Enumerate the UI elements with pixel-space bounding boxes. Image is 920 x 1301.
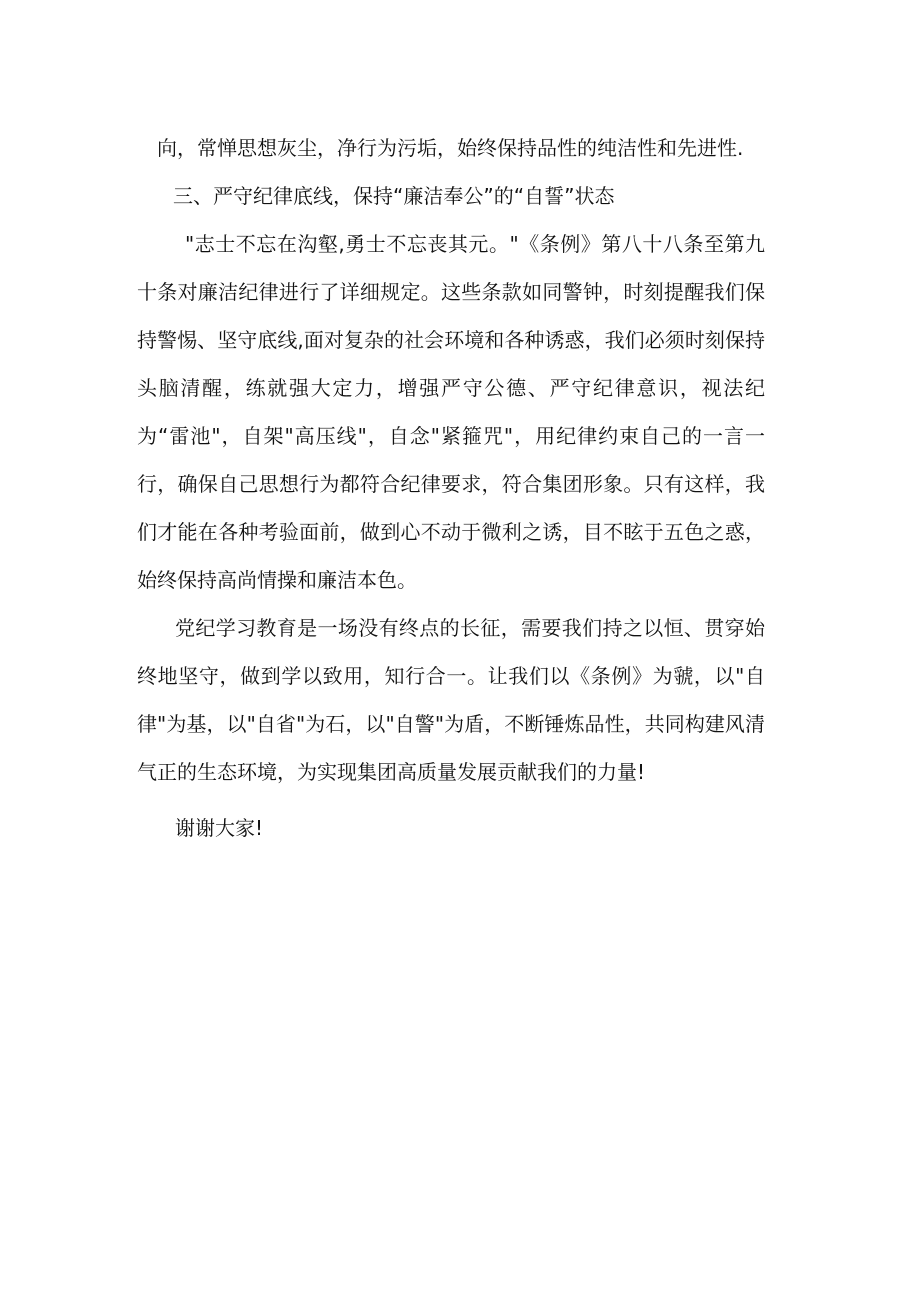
document-body <box>137 124 765 852</box>
paragraph-continuation: 向，常惮思想灰尘，净行为污垢，始终保持品性的纯洁性和先进性. <box>157 136 744 160</box>
section-heading: 三、严守纪律底线，保持“廉洁奉公”的“自誓”状态 <box>173 184 615 208</box>
paragraph-discipline: "志士不忘在沟壑,勇士不忘丧其元。"《条例》第八十八条至第九十条对廉洁纪律进行了详细规定。这些条款如同警钟，时刻提醒我们保持警惕、坚守底线,面对复杂的社会环境和各种诱惑，我们必须时刻保持头脑清醒，练就强大定力，增强严守公德、严守纪律意识，视法纪为“雷池"，自架"高压线"，自念"紧箍咒"，用纪律约束自己的一言一行，确保自己思想行为都符合纪律要求，符合集团形象。只有这样，我们才能在各种考验面前，做到心不动于微利之诱，目不眩于五色之惑，始终保持高尚情操和廉洁本色。 <box>137 232 765 592</box>
closing-remark: 谢谢大家! <box>175 816 264 840</box>
paragraph-conclusion: 党纪学习教育是一场没有终点的长征，需要我们持之以恒、贯穿始终地坚守，做到学以致用，知行合一。让我们以《条例》为虢，以"自律"为基，以"自省"为石，以"自警"为盾，不断锤炼品性，共同构建风清气正的生态环境，为实现集团高质量发展贡献我们的力量! <box>137 616 765 784</box>
